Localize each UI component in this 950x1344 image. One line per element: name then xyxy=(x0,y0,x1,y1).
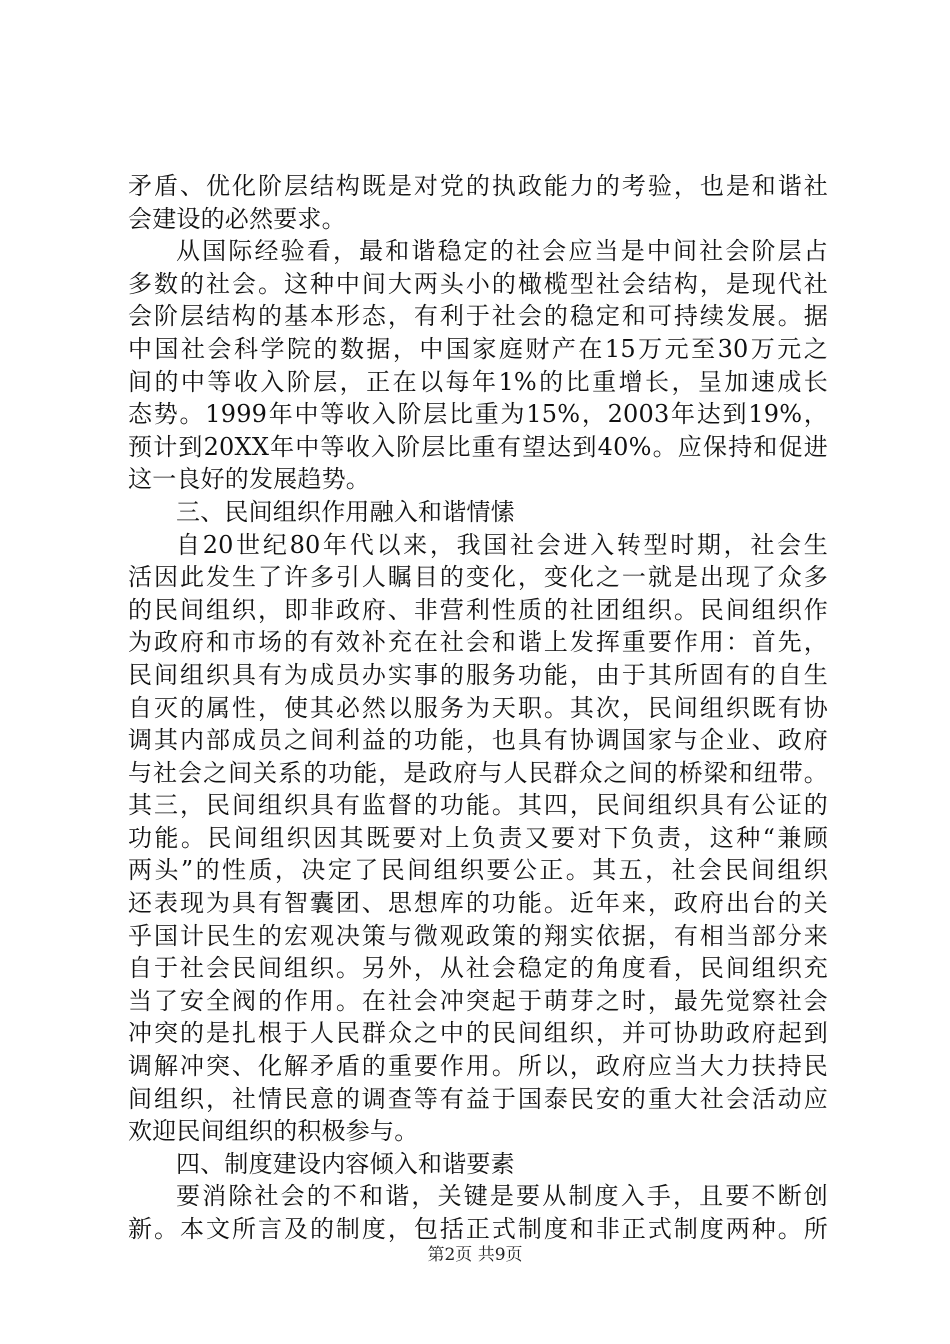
text-line: 自20世纪80年代以来，我国社会进入转型时期，社会生 xyxy=(176,530,828,559)
text-line: 多数的社会。这种中间大两头小的橄榄型社会结构，是现代社 xyxy=(128,269,828,298)
text-line: 的民间组织，即非政府、非营利性质的社团组织。民间组织作 xyxy=(128,595,828,624)
text-line: 冲突的是扎根于人民群众之中的民间组织，并可协助政府起到 xyxy=(128,1019,828,1048)
text-line: 两头”的性质，决定了民间组织要公正。其五，社会民间组织 xyxy=(128,856,828,885)
text-line: 这一良好的发展趋势。 xyxy=(128,465,370,494)
text-line: 民间组织具有为成员办实事的服务功能，由于其所固有的自生 xyxy=(128,660,828,689)
text-line: 调解冲突、化解矛盾的重要作用。所以，政府应当大力扶持民 xyxy=(128,1052,828,1081)
text-line: 新。本文所言及的制度，包括正式制度和非正式制度两种。所 xyxy=(128,1215,828,1243)
text-line: 自灭的属性，使其必然以服务为天职。其次，民间组织既有协 xyxy=(128,693,828,722)
text-line: 间组织，社情民意的调查等有益于国泰民安的重大社会活动应 xyxy=(128,1084,828,1113)
text-line: 还表现为具有智囊团、思想库的功能。近年来，政府出台的关 xyxy=(128,889,828,918)
text-line: 其三，民间组织具有监督的功能。其四，民间组织具有公证的 xyxy=(128,791,828,820)
section-heading: 三、民间组织作用融入和谐情愫 xyxy=(176,497,515,526)
text-line: 自于社会民间组织。另外，从社会稳定的角度看，民间组织充 xyxy=(128,954,828,983)
document-body xyxy=(128,170,828,1246)
text-line: 为政府和市场的有效补充在社会和谐上发挥重要作用：首先， xyxy=(128,628,828,657)
text-line: 调其内部成员之间利益的功能，也具有协调国家与企业、政府 xyxy=(128,726,828,755)
text-line: 会建设的必然要求。 xyxy=(128,204,346,233)
text-line: 中国社会科学院的数据，中国家庭财产在15万元至30万元之 xyxy=(128,334,828,363)
text-line: 间的中等收入阶层，正在以每年1%的比重增长，呈加速成长 xyxy=(128,367,828,396)
text-line: 乎国计民生的宏观决策与微观政策的翔实依据，有相当部分来 xyxy=(128,921,828,950)
page-footer: 第2页 共9页 xyxy=(427,1245,523,1265)
text-line: 会阶层结构的基本形态，有利于社会的稳定和可持续发展。据 xyxy=(128,302,828,331)
text-line: 矛盾、优化阶层结构既是对党的执政能力的考验，也是和谐社 xyxy=(128,172,828,200)
text-line: 从国际经验看，最和谐稳定的社会应当是中间社会阶层占 xyxy=(176,237,828,266)
text-line: 当了安全阀的作用。在社会冲突起于萌芽之时，最先觉察社会 xyxy=(128,986,828,1015)
text-line: 预计到20XX年中等收入阶层比重有望达到40%。应保持和促进 xyxy=(128,432,828,461)
text-line: 与社会之间关系的功能，是政府与人民群众之间的桥梁和纽带。 xyxy=(128,758,828,787)
text-line: 活因此发生了许多引人瞩目的变化，变化之一就是出现了众多 xyxy=(128,563,828,592)
text-line: 欢迎民间组织的积极参与。 xyxy=(128,1117,419,1146)
text-line: 要消除社会的不和谐，关键是要从制度入手，且要不断创 xyxy=(176,1182,828,1211)
section-heading: 四、制度建设内容倾入和谐要素 xyxy=(176,1149,515,1178)
text-line: 态势。1999年中等收入阶层比重为15%，2003年达到19%， xyxy=(128,400,828,429)
text-line: 功能。民间组织因其既要对上负责又要对下负责，这种“兼顾 xyxy=(128,823,828,852)
